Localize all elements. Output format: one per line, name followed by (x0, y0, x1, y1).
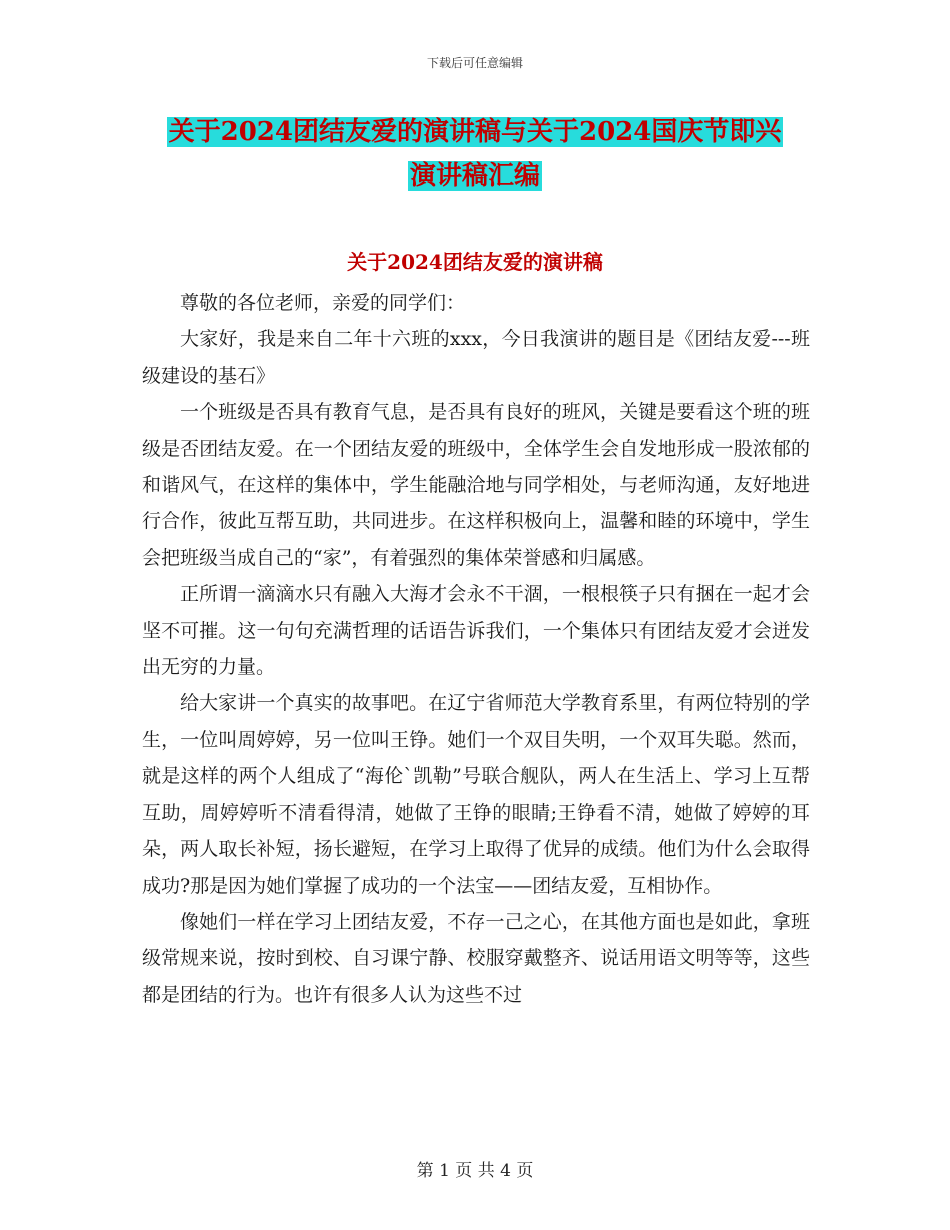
paragraph: 给大家讲一个真实的故事吧。在辽宁省师范大学教育系里，有两位特别的学生，一位叫周婷婷，另一位叫王铮。她们一个双目失明，一个双耳失聪。然而，就是这样的两个人组成了“海伦`凯勒”号联合舰队，两人在生活上、学习上互帮互助，周婷婷听不清看得清，她做了王铮的眼睛;王铮看不清，她做了婷婷的耳朵，两人取长补短，扬长避短，在学习上取得了优异的成绩。他们为什么会取得成功?那是因为她们掌握了成功的一个法宝——团结友爱，互相协作。 (142, 692, 810, 897)
header-note: 下载后可任意编辑 (426, 56, 523, 70)
speech-body (142, 285, 810, 1013)
document-title (0, 110, 950, 198)
paragraph: 像她们一样在学习上团结友爱，不存一己之心，在其他方面也是如此，拿班级常规来说，按时到校、自习课宁静、校服穿戴整齐、说话用语文明等等，这些都是团结的行为。也许有很多人认为这些不过 (142, 910, 810, 1006)
paragraph: 尊敬的各位老师，亲爱的同学们： (180, 292, 466, 314)
page-footer: 第 1 页 共 4 页 (416, 1161, 534, 1181)
document-title-line-1: 关于2024团结友爱的演讲稿与关于2024国庆节即兴 (168, 117, 782, 147)
paragraph: 大家好，我是来自二年十六班的xxx，今日我演讲的题目是《团结友爱---班级建设的基石》 (142, 328, 810, 387)
document-title-line-2: 演讲稿汇编 (409, 161, 540, 191)
section-title: 关于2024团结友爱的演讲稿 (347, 250, 603, 274)
paragraph: 正所谓一滴滴水只有融入大海才会永不干涸，一根根筷子只有捆在一起才会坚不可摧。这一句句充满哲理的话语告诉我们，一个集体只有团结友爱才会迸发出无穷的力量。 (142, 583, 810, 679)
paragraph: 一个班级是否具有教育气息，是否具有良好的班风，关键是要看这个班的班级是否团结友爱。在一个团结友爱的班级中，全体学生会自发地形成一股浓郁的和谐风气，在这样的集体中，学生能融洽地与同学相处，与老师沟通，友好地进行合作，彼此互帮互助，共同进步。在这样积极向上，温馨和睦的环境中，学生会把班级当成自己的“家”，有着强烈的集体荣誉感和归属感。 (142, 401, 810, 569)
